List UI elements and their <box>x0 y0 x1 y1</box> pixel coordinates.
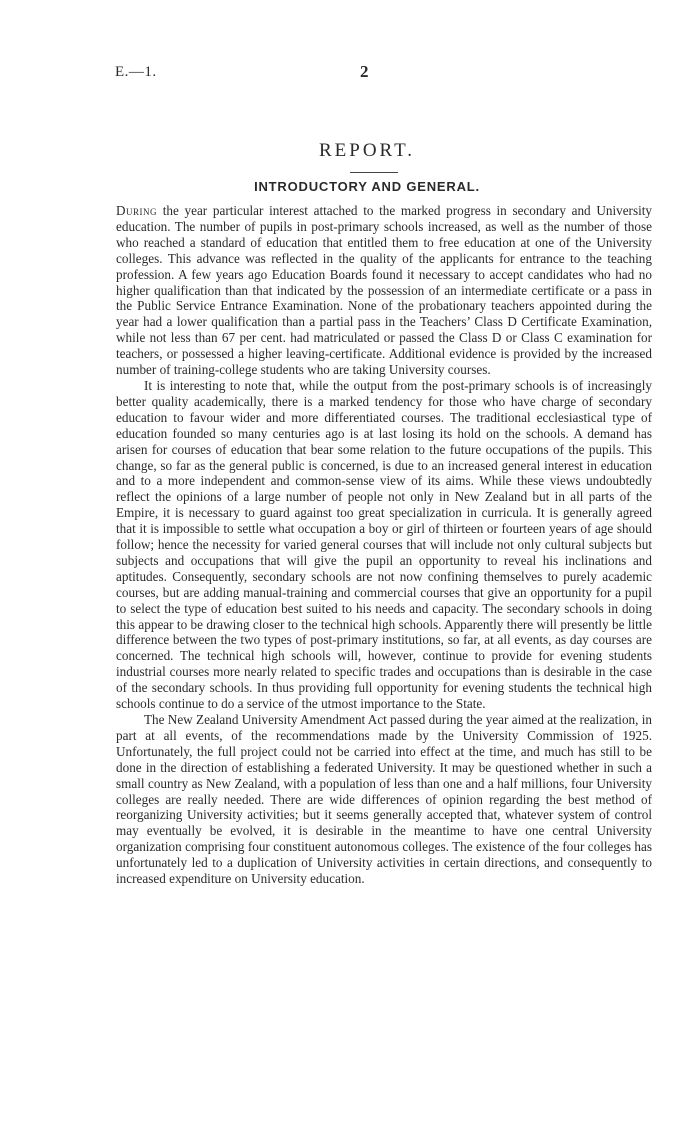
paragraph-1 <box>116 203 652 378</box>
document-reference: E.—1. <box>115 64 157 80</box>
paragraph-text: the year particular interest attached to the marked progress in secondary and University education. The number of pupils in post-primary schools increased, as well as the number of those who reached a standard of education that entitled them to free education at one of the University colleges. This advance was reflected in the quality of the applicants for entrance to the teaching profession. A few years ago Education Boards found it necessary to accept candidates who had no higher qualification than that indicated by the possession of an intermediate certificate or a pass in the Public Service Entrance Examination. None of the probationary teachers appointed during the year had a lower qualification than a partial pass in the Teachers’ Class D Certificate Examination, while not less than 67 per cent. had matriculated or passed the Class D or Class C examination for teachers, or possessed a higher leaving-certificate. Additional evidence is provided by the increased number of training-college students who are taking University courses. <box>116 203 652 378</box>
paragraph-lead-word: During <box>116 203 158 218</box>
page-number: 2 <box>360 62 369 81</box>
title-rule <box>350 172 398 173</box>
section-heading: INTRODUCTORY AND GENERAL. <box>254 179 480 194</box>
paragraph-text: It is interesting to note that, while the output from the post-primary schools is of increasingly better quality academically, there is a marked tendency for those who have charge of secondary education to favour wider and more differentiated courses. The traditional ecclesiastical type of education founded so many centuries ago is at last losing its hold on the schools. A demand has arisen for courses of education that bear some relation to the future occupations of the pupils. This change, so far as the general public is concerned, is due to an increased general interest in education and to a more independent and common-sense view of its aims. While these views undoubtedly reflect the opinions of a large number of people not only in New Zealand but in all parts of the Empire, it is necessary to guard against too great specialization in curricula. It is generally agreed that it is impossible to settle what occupation a boy or girl of thirteen or fourteen years of age should follow; hence the necessity for varied general courses that will include not only cultural subjects but subjects and occupations that will give the pupil an opportunity to reveal his inclinations and aptitudes. Consequently, secondary schools are not now confining themselves to purely academic courses, but are adding manual-training and commercial courses that give an opportunity for a pupil to select the type of education best suited to his needs and capacity. The secondary schools in doing this appear to be drawing closer to the technical high schools. Apparently there will presently be little difference between the two types of post-primary institutions, so far, at all events, as day courses are concerned. The technical high schools will, however, continue to provide for evening students industrial courses more nearly related to specific trades and occupations than is desirable in the case of the secondary schools. In thus providing full opportunity for evening students the technical high schools continue to do a service of the utmost importance to the State. <box>116 377 652 712</box>
paragraph-text: The New Zealand University Amendment Act passed during the year aimed at the realization, in part at all events, of the recommendations made by the University Commission of 1925. Unfortunately, the full project could not be carried into effect at the time, and much has still to be done in the direction of establishing a federated University. It may be questioned whether in such a small country as New Zealand, with a population of less than one and a half millions, four University colleges are really needed. There are wide differences of opinion regarding the best method of reorganizing University activities; but it seems generally accepted that, whatever system of control may eventually be evolved, it is desirable in the meantime to have one central University organization comprising four constituent autonomous colleges. The existence of the four colleges has unfortunately led to a duplication of University activities in certain directions, and consequently to increased expenditure on University education. <box>116 712 652 887</box>
paragraph-2 <box>116 378 652 712</box>
report-title: REPORT. <box>318 140 416 161</box>
paragraph-3 <box>116 712 652 887</box>
body-text <box>116 203 652 887</box>
